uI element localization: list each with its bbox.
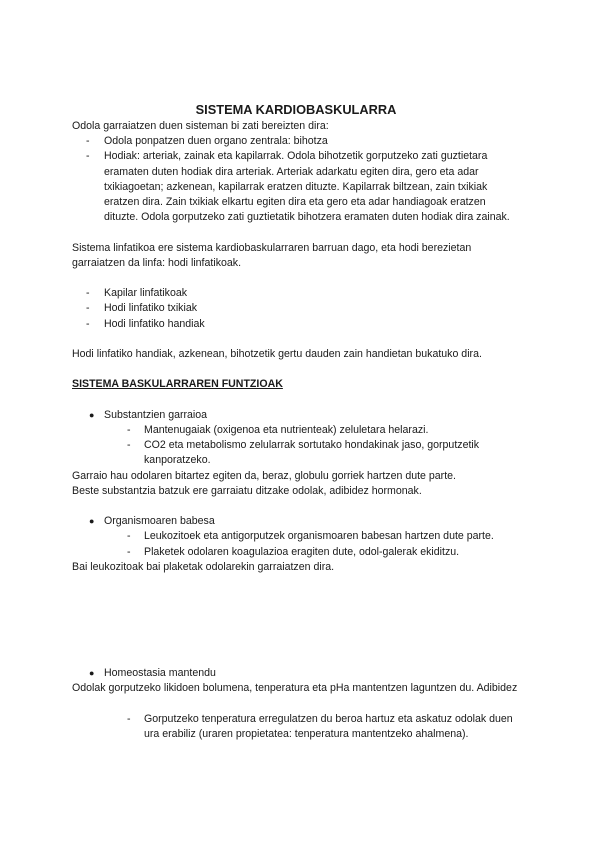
list-item: - Plaketek odolaren koagulazioa eragiten dute, odol-galerak ekiditzu. [72,545,520,560]
bullet-marker: ● [89,668,95,679]
bullet-item: ● Substantzien garraioa [72,408,520,423]
list-item: - Gorputzeko tenperatura erregulatzen du beroa hartuz eta askatuz odolak duen ura erabiliz (uraren propietatea: tenperatura mantentzeko ahalmena). [127,712,513,740]
bullet-item: ● Homeostasia mantendu [72,666,520,681]
function-3 [72,666,520,681]
list-item: - CO2 eta metabolismo zelularrak sortutako hondakinak jaso, gorputzetik kanporatzeko. [127,439,480,467]
document-title: SISTEMA KARDIOBASKULARRA [195,102,397,117]
function-1-note: Garraio hau odolaren bitartez egiten da, beraz, globulu gorriek hartzen dute parte. [72,469,456,482]
intro-list [72,134,520,225]
document-page [72,101,520,742]
list-item: - Leukozitoek eta antigorputzek organismoaren babesan hartzen dute parte. [72,529,520,544]
list-item: - Hodi linfatiko handiak [72,317,520,332]
lymph-closing: Hodi linfatiko handiak, azkenean, bihotzetik gertu dauden zain handietan bukatuko dira. [72,348,482,360]
dash-marker: - [86,317,90,330]
dash-marker: - [86,287,90,300]
dash-marker: - [86,150,90,163]
bullet-marker: ● [89,409,95,420]
dash-marker: - [127,530,131,543]
dash-marker: - [86,135,90,148]
list-item: - Mantenugaiak (oxigenoa eta nutrienteak) zeluletara helarazi. [72,423,520,438]
lymph-list [72,286,520,332]
function-2-note: Bai leukozitoak bai plaketak odolarekin garraiatzen dira. [72,560,335,573]
dash-marker: - [127,712,131,725]
function-3-text: Odolak gorputzeko likidoen bolumena, tenperatura eta pHa mantentzen laguntzen du. Adibidez [72,682,518,695]
list-item: - Hodiak: arteriak, zainak eta kapilarrak. Odola bihotzetik gorputzeko zati guztietara eramaten duten hodiak dira arteriak. Arteriak adarkatu egiten dira, gero eta adar txikiagoetan; azkenean, kapilarrak eratzen dituzte. Kapilarrak biltzean, zain txikiak eratzen dira. Zain txikiak elkartu egiten dira eta gero eta adar handiagoak eratzen dituzte. Odola gorputzeko zati guztietatik bihotzera eramaten duten hodiak dira zainak. [86,150,510,224]
section-heading: SISTEMA BASKULARRAREN FUNTZIOAK [72,378,283,391]
function-1-note: Beste substantzia batzuk ere garraiatu ditzake odolak, adibidez hormonak. [72,484,422,497]
dash-marker: - [127,545,131,558]
list-item: - Odola ponpatzen duen organo zentrala: bihotza [72,134,520,149]
intro-paragraph: Odola garraiatzen duen sisteman bi zati bereizten dira: [72,120,329,132]
dash-marker: - [127,439,131,452]
dash-marker: - [127,423,131,436]
list-item: - Hodi linfatiko txikiak [72,301,520,316]
bullet-marker: ● [89,516,95,527]
function-1 [72,408,520,469]
function-2 [72,514,520,560]
lymph-paragraph: Sistema linfatikoa ere sistema kardiobaskularraren barruan dago, eta hodi berezietan garraiatzen da linfa: hodi linfatikoak. [72,241,472,269]
dash-marker: - [86,302,90,315]
function-3-list [72,712,520,742]
list-item: - Kapilar linfatikoak [72,286,520,301]
bullet-item: ● Organismoaren babesa [72,514,520,529]
